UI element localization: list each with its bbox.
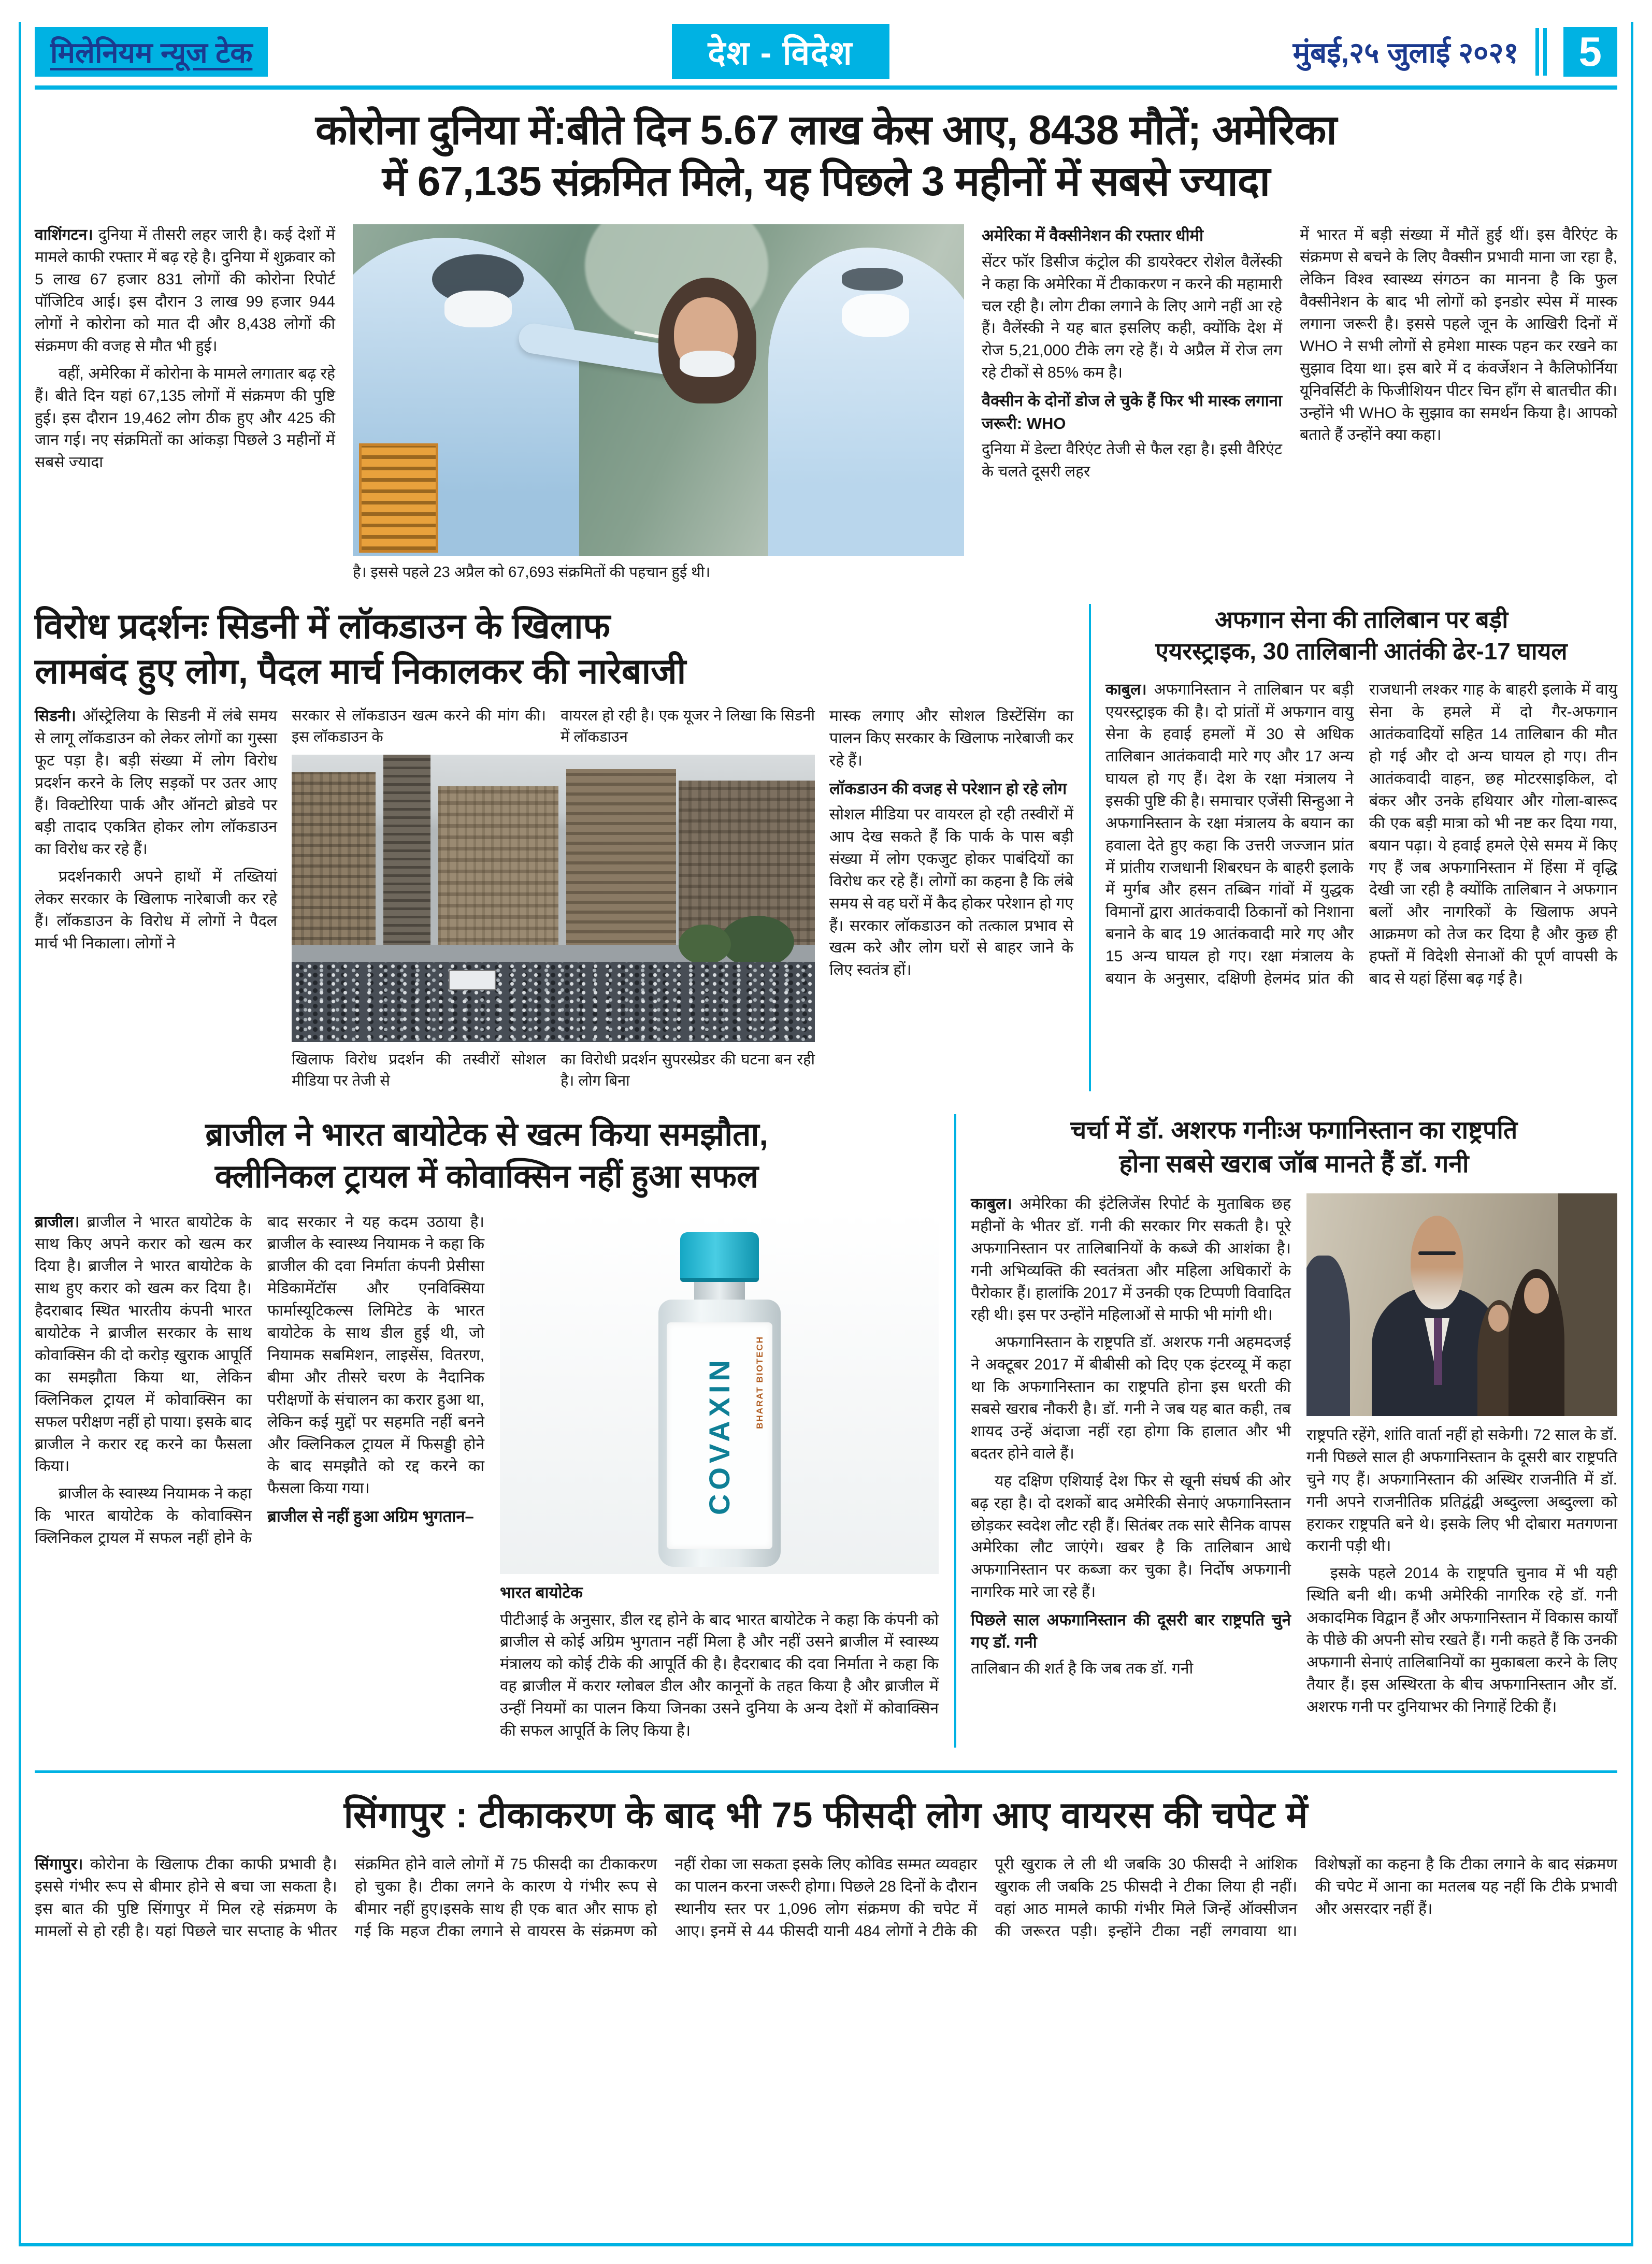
page-number: 5 <box>1563 27 1618 77</box>
brazil-headline-line1: ब्राजील ने भारत बायोटेक से खत्म किया समझौता, <box>205 1117 768 1153</box>
article1-headline-line2: में 67,135 संक्रमित मिले, यह पिछले 3 महीनों में सबसे ज्यादा <box>382 158 1270 205</box>
suited-man-left <box>1306 1256 1350 1416</box>
page-header <box>35 24 1617 79</box>
ghani-para3: यह दक्षिण एशियाई देश फिर से खूनी संघर्ष की ओर बढ़ रहा है। दो दशकों बाद अमेरिकी सेनाएं अफगानिस्तान छोड़कर स्वदेश लौट रही हैं। सितंबर तक सारे सैनिक वापस अमेरिका लौट जाएंगे। खबर है कि तालिबान आधे अफगानिस्तान पर कब्जा कर चुका है। निर्दोष अफगानी नागरिक मारे जा रहे हैं। <box>971 1472 1291 1601</box>
article1-dateline: वाशिंगटन। <box>35 226 93 244</box>
building-center-right <box>566 769 676 953</box>
sydney-para4: सोशल मीडिया पर वायरल हो रही तस्वीरों में आप देख सकते हैं कि पार्क के पास बड़ी संख्या में लोग एकजुट होकर पाबंदियों का विरोध कर रहे हैं। लोगों का कहना है कि लंबे समय से वह घरों में कैद होकर परेशान हो गए हैं। सरकार लॉकडाउन को तत्काल प्रभाव से खत्म करे और लोग घरों से बाहर जाने के लिए स्वतंत्र हों। <box>829 806 1073 979</box>
vial-label-text: COVAXIN <box>703 1356 736 1516</box>
ghani-headline-line2: होना सबसे खराब जॉब मानते हैं डॉ. गनी <box>1119 1150 1469 1178</box>
tree <box>679 925 731 965</box>
page-frame <box>19 22 1633 2246</box>
sydney-protest-photo <box>292 755 815 1042</box>
sydney-photo-block <box>292 705 815 1091</box>
article1-headline <box>38 104 1614 207</box>
row3 <box>35 1114 1617 1748</box>
dark-doorway <box>1558 1193 1617 1416</box>
article1-col1 <box>35 224 335 583</box>
brazil-dateline: ब्राजील। <box>35 1213 80 1231</box>
tree <box>721 916 794 968</box>
ghani-col2 <box>1306 1193 1617 1724</box>
brazil-body <box>35 1212 939 1748</box>
sydney-para1: सिडनी। ऑस्ट्रेलिया के सिडनी में लंबे समय से लागू लॉकडाउन को लेकर लोगों का गुस्सा फूट पड़ा है। बड़ी संख्या में लोग विरोध प्रदर्शन करने के लिए सड़कों पर उतर आए हैं। विक्टोरिया पार्क और ऑनटो ब्रोडवे पर बड़ी तादाद एकत्रित होकर लोग लॉकडाउन का विरोध कर रहे हैं। <box>35 708 277 858</box>
sydney-above-right: वायरल हो रही है। एक यूजर ने लिखा कि सिडनी में लॉकडाउन <box>561 708 815 745</box>
sydney-text-below-photo <box>292 1049 815 1091</box>
article1-para4: दुनिया में डेल्टा वैरिएंट तेजी से फैल रहा है। इसी वैरिएंट के चलते दूसरी लहर <box>982 440 1282 480</box>
ghani-subhead: पिछले साल अफगानिस्तान की दूसरी बार राष्ट्रपति चुने गए डॉ. गनी <box>971 1611 1291 1652</box>
afghan-body <box>1105 679 1617 992</box>
brazil-para3: पीटीआई के अनुसार, डील रद्द होने के बाद भारत बायोटेक ने कहा कि कंपनी को ब्राजील से कोई अग्रिम भुगतान नहीं मिला है और नहीं उसने ब्राजील में स्वास्थ्य मंत्रालय को कोई टीके की आपूर्ति की है। हैदराबाद की दवा निर्माता ने कहा कि वह ब्राजील में करार ग्लोबल डील और कानूनों के तहत किया है और ब्राजील में उन्हीं नियमों का पालन किया जिनका उसने दुनिया के अन्य देशों में कोवाक्सिन की सफल आपूर्ति के लिए किया है। <box>500 1611 939 1740</box>
brazil-covaxin-article <box>35 1114 939 1748</box>
divider-bars-icon <box>1535 28 1547 76</box>
protest-crowd <box>292 962 815 1042</box>
brazil-photo-block <box>500 1212 939 1748</box>
afghan-dateline: काबुल। <box>1105 681 1147 699</box>
sydney-article <box>35 604 1073 1091</box>
article1-para5: में भारत में बड़ी संख्या में मौतें हुई थीं। इस वैरिएंट के संक्रमण से बचने के लिए वैक्सीन प्रभावी माना जा रहा है, लेकिन विश्व स्वास्थ्य संगठन का मानना है कि फुल वैक्सीनेशन के बाद भी लोगों को इनडोर स्पेस में मास्क लगाना जरूरी है। इससे पहले जून के आखिरी दिनों में WHO ने सभी लोगों से हमेशा मास्क पहन कर रखने का सुझाव दिया था। इस बारे में द कंवर्जेशन ने कैलिफोर्निया यूनिवर्सिटी के फिजीशियन पीटर चिन हाँग से बातचीत की। उन्होंने भी WHO के सुझाव का समर्थन किया है। आपको बताते हैं उन्होंने क्या कहा। <box>1300 226 1617 444</box>
sydney-text-above-photo <box>292 705 815 747</box>
afghan-headline <box>1105 604 1617 667</box>
sydney-dateline: सिडनी। <box>35 708 76 725</box>
ghani-article <box>954 1114 1617 1748</box>
ghani-col1 <box>971 1193 1291 1724</box>
singapore-para: सिंगापुर। कोरोना के खिलाफ टीका काफी प्रभावी है। इससे गंभीर रूप से बीमार होने से बचा जा सकता है। इस बात की पुष्टि सिंगापुर में मिल रहे संक्रमण के मामलों से हो रही है। यहां पिछले चार सप्ताह के भीतर संक्रमित होने वाले लोगों में 75 फीसदी का टीकाकरण हो चुका है। टीका लगने के कारण ये गंभीर रूप से बीमार नहीं हुए।इसके साथ ही एक बात और साफ हो गई कि महज टीका लगाने से वायरस के संक्रमण को नहीं रोका जा सकता इसके लिए कोविड सम्मत व्यवहार का पालन करना जरूरी होगा। पिछले 28 दिनों के दौरान स्थानीय स्तर पर 1,096 लोग संक्रमण की चपेट में आए। इनमें से 44 फीसदी यानी 484 लोगों ने टीके की पूरी खुराक ले ली थी जबकि 30 फीसदी ने आंशिक खुराक ली जबकि 25 फीसदी ने टीका लिया ही नहीं। वहां आठ मामले काफी गंभीर मिले जिन्हें ऑक्सीजन की जरूरत पड़ी। इन्होंने टीका नहीं लगवाया था। विशेषज्ञों का कहना है कि टीका लगाने के बाद संक्रमण की चपेट में आना का मतलब यह नहीं कि टीके प्रभावी और असरदार नहीं हैं। <box>35 1855 1617 1940</box>
masthead-title: मिलेनियम न्यूज टेक <box>50 36 253 69</box>
brazil-subhead: ब्राजील से नहीं हुआ अग्रिम भुगतान– <box>267 1507 474 1526</box>
ashraf-ghani-photo <box>1306 1193 1617 1416</box>
singapore-article <box>35 1770 1617 1943</box>
sydney-below-right: का विरोधी प्रदर्शन सुपरस्प्रेडर की घटना बन रही है। लोग बिना <box>561 1051 815 1089</box>
sydney-para2: प्रदर्शनकारी अपने हाथों में तख्तियां लेकर सरकार के खिलाफ नारेबाजी कर रहे हैं। लॉकडाउन के विरोध में लोगों ने पैदल मार्च भी निकाला। लोगों ने <box>35 868 277 952</box>
brazil-para1: ब्राजील। ब्राजील ने भारत बायोटेक के साथ किए अपने करार को खत्म कर दिया है। ब्राजील ने भारत बायोटेक के साथ हुए करार को खत्म कर दिया है। हैदराबाद स्थित भारतीय कंपनी भारत बायोटेक ने ब्राजील सरकार के साथ कोवाक्सिन की दो करोड़ खुराक आपूर्ति का समझौता किया था, लेकिन क्लिनिकल ट्रायल में कोवाक्सिन का सफल परीक्षण नहीं हो पाया। इसके बाद ब्राजील ने करार रद्द करने का फैसला किया। <box>35 1213 252 1475</box>
afghan-headline-line2: एयरस्ट्राइक, 30 तालिबानी आतंकी ढेर-17 घायल <box>1155 637 1568 665</box>
patient-lowered-mask <box>680 351 735 377</box>
ppe-worker-right-mask <box>842 294 909 337</box>
section-title: देश - विदेश <box>672 24 889 79</box>
sydney-headline-line2: लामबंद हुए लोग, पैदल मार्च निकालकर की नारेबाजी <box>35 652 686 691</box>
sydney-subhead: लॉकडाउन की वजह से परेशान हो रहे लोग <box>829 779 1067 798</box>
ghani-para5: राष्ट्रपति रहेंगे, शांति वार्ता नहीं हो सकेगी। 72 साल के डॉ. गनी पिछले साल ही अफगानिस्तान के दूसरी बार राष्ट्रपति चुने गए हैं। अफगानिस्तान की अस्थिर राजनीति में डॉ. गनी अपने राजनीतिक प्रतिद्वंद्वी अब्दुल्ला अब्दुल्ला को हराकर राष्ट्रपति बने थे। इसके लिए भी दोबारा मतगणना करानी पड़ी थी। <box>1306 1426 1617 1555</box>
vial-body <box>658 1300 781 1567</box>
covid-swab-test-photo <box>353 224 964 556</box>
sydney-col1 <box>35 705 277 1091</box>
article1-para2: वहीं, अमेरिका में कोरोना के मामले लगातार बढ़ रहे हैं। बीते दिन यहां 67,135 लोगों में संक्रमण की पुष्टि हुई। इस दौरान 19,462 लोग ठीक हुए और 425 की जान गई। नए संक्रमितों का आंकड़ा पिछले 3 महीनों में सबसे ज्यादा <box>35 365 335 471</box>
sydney-below-left: खिलाफ विरोध प्रदर्शन की तस्वीरों सोशल मीडिया पर तेजी से <box>292 1051 546 1089</box>
brazil-para2: ब्राजील के स्वास्थ्य नियामक ने कहा कि भारत बायोटेक के कोवाक्सिन क्लिनिकल ट्रायल में सफल नहीं होने के बाद सरकार ने यह कदम उठाया है। ब्राजील के स्वास्थ्य नियामक ने कहा कि ब्राजील की दवा निर्माता कंपनी प्रेसीसा मेडिकामेंटॉस और एनविक्सिया फार्मास्यूटिकल्स लिमिटेड के भारत बायोटेक के साथ डील हुई थी, जो नियामक सबमिशन, लाइसेंस, वितरण, बीमा और तीसरे चरण के नैदानिक परीक्षणों के संचालन का करार हुआ था, लेकिन कई मुद्दों पर सहमति नहीं बनने और क्लिनिकल ट्रायल में फिसड्डी होने के बाद समझौते को रद्द करने का फैसला किया गया। <box>35 1213 484 1547</box>
header-rule <box>35 85 1617 90</box>
singapore-body <box>35 1854 1617 1943</box>
sydney-headline-line1: विरोध प्रदर्शनः सिडनी में लॉकडाउन के खिलाफ <box>35 606 611 646</box>
ghani-para2: अफगानिस्तान के राष्ट्रपति डॉ. अशरफ गनी अहमदजई ने अक्टूबर 2017 में बीबीसी को दिए एक इंटरव्यू में कहा था कि अफगानिस्तान का राष्ट्रपति होना इस धरती की सबसे खराब नौकरी है। डॉ. गनी ने जब यह बात कही, तब शायद उन्हें अंदाजा नहीं रहा होगा कि हालात और भी बदतर होने वाले हैं। <box>971 1334 1291 1462</box>
building-left <box>292 772 376 950</box>
edition-date: मुंबई,२५ जुलाई २०२१ <box>1292 36 1519 69</box>
article1-subhead2: वैक्सीन के दोनों डोज ले चुके हैं फिर भी मास्क लगाना जरूरी: WHO <box>982 392 1282 432</box>
article1-body <box>35 224 1617 583</box>
vial-cap <box>680 1232 759 1282</box>
ppe-worker-left-mask <box>444 291 512 327</box>
woman-face-front <box>1524 1278 1549 1314</box>
row2 <box>35 604 1617 1091</box>
article1-photo-caption: है। इससे पहले 23 अप्रैल को 67,693 संक्रमितों की पहचान हुई थी। <box>353 564 711 581</box>
afghan-para1: काबुल। अफगानिस्तान ने तालिबान पर बड़ी एयरस्ट्राइक की है। दो प्रांतों में अफगान वायु सेना के हवाई हमलों में 30 से अधिक तालिबान आतंकवादी मारे गए और 17 अन्य घायल हो गए हैं। देश के रक्षा मंत्रालय ने इसकी पुष्टि की है। समाचार एजेंसी सिन्हुआ ने अफगानिस्तान के रक्षा मंत्रालय के बयान का हवाला देते हुए कहा कि उत्तरी जज्जान प्रांत में प्रांतीय राजधानी शिबरघन के बाहरी इलाके में मुर्गब और हसन तब्बिन गांवों में युद्धक विमानों द्वारा आतंकवादी ठिकानों को निशाना बनाने के बाद 19 आतंकवादी मारे गए और 15 अन्य घायल हो गए। रक्षा मंत्रालय के बयान के अनुसार, दक्षिणी हेलमंद प्रांत की राजधानी लश्कर गाह के बाहरी इलाके में वायु सेना के हमले में दो गैर-अफगान आतंकवादियों सहित 14 तालिबान की मौत हो गई और दो अन्य घायल हो गए। तीन आतंकवादी वाहन, छह मोटरसाइकिल, दो बंकर और उनके हथियार और गोला-बारूद की एक बड़ी मात्रा को भी नष्ट कर दिया गया, बयान पढ़ा। ये हवाई हमले ऐसे समय में किए गए हैं जब अफगानिस्तान में हिंसा में वृद्धि देखी जा रही है क्योंकि तालिबान ने अफगान बलों और नागरिकों के खिलाफ अपने आक्रमण को तेज कर दिया है और कुछ ही हफ्तों में विदेशी सेनाओं की पूर्ण वापसी के बाद से यहां हिंसा बढ़ गई है। <box>1105 681 1617 987</box>
brazil-headline-line2: क्लीनिकल ट्रायल में कोवाक्सिन नहीं हुआ सफल <box>214 1159 759 1194</box>
sydney-above-left: सरकार से लॉकडाउन खत्म करने की मांग की। इस लॉकडाउन के <box>292 708 546 745</box>
covaxin-vial <box>655 1232 784 1574</box>
yellow-street-sign <box>359 443 438 553</box>
brazil-headline <box>35 1114 939 1198</box>
singapore-headline: सिंगापुर : टीकाकरण के बाद भी 75 फीसदी लोग आए वायरस की चपेट में <box>343 1794 1309 1835</box>
sydney-body <box>35 705 1073 1091</box>
ghani-body <box>971 1193 1617 1724</box>
article1-para1: वाशिंगटन। दुनिया में तीसरी लहर जारी है। कई देशों में मामले काफी रफ्तार में बढ़ रहे है। दुनिया में शुक्रवार को 5 लाख 67 हजार 831 लोगों की कोरोना रिपोर्ट पॉजिटिव आई। इस दौरान 3 लाख 99 हजार 944 लोगों ने कोरोना को मात दी और 8,438 लोगों की संक्रमण की वजह से मौत भी हुई। <box>35 226 335 355</box>
ghani-para4: तालिबान की शर्त है कि जब तक डॉ. गनी <box>971 1660 1194 1677</box>
ghani-headline-line1: चर्चा में डॉ. अशरफ गनीःअ फगानिस्तान का राष्ट्रपति <box>1070 1117 1518 1145</box>
vial-neck <box>694 1282 745 1300</box>
ghani-tie <box>1434 1318 1442 1385</box>
brazil-text-columns <box>35 1212 484 1748</box>
brazil-photo-caption: भारत बायोटेक <box>500 1583 583 1602</box>
afghan-airstrike-article <box>1089 604 1617 1091</box>
ghani-glasses <box>1418 1251 1456 1255</box>
article1-para3: सेंटर फॉर डिसीज कंट्रोल की डायरेक्टर रोशेल वैलेंस्की ने कहा कि अमेरिका में टीकाकरण न करने की महामारी चल रही है। लोग टीका लगाने के लिए आगे नहीं आ रहे हैं। वैलेंस्की ने यह बात इसलिए कही, क्योंकि देश में रोज 5,21,000 टीके लग रहे हैं। ये अप्रैल में रोज लग रहे टीकों से 85% कम है। <box>982 253 1282 382</box>
covaxin-vial-photo <box>500 1212 939 1574</box>
masthead-box <box>35 27 268 77</box>
article1-col4 <box>1300 224 1617 583</box>
ghani-head <box>1411 1216 1463 1309</box>
ghani-para1: काबुल। अमेरिका की इंटेलिजेंस रिपोर्ट के मुताबिक छह महीनों के भीतर डॉ. गनी की सरकार गिर सकती है। पूरे अफगानिस्तान पर तालिबानियों के कब्जे की आशंका है। गनी अभिव्यक्ति की स्वतंत्रता और महिला अधिकारों के पैरोकार हैं। हालांकि 2017 में उनकी एक टिप्पणी विवादित रही थी। इस पर उन्होंने महिलाओं से माफी भी मांगी थी। <box>971 1195 1291 1324</box>
afghan-headline-line1: अफगान सेना की तालिबान पर बड़ी <box>1214 605 1509 633</box>
building-center <box>438 786 558 953</box>
ghani-headline <box>971 1114 1617 1181</box>
sydney-col4 <box>829 705 1073 1091</box>
ppe-worker-right-goggles <box>842 268 903 291</box>
article1-col3 <box>982 224 1282 583</box>
ghani-dateline: काबुल। <box>971 1195 1012 1213</box>
sydney-para3: मास्क लगाए और सोशल डिस्टेंसिंग का पालन किए सरकार के खिलाफ नारेबाजी कर रहे हैं। <box>829 708 1073 769</box>
article1-photo-block <box>353 224 964 583</box>
singapore-dateline: सिंगापुर। <box>35 1855 83 1873</box>
ghani-para6: इसके पहले 2014 के राष्ट्रपति चुनाव में भी यही स्थिति बनी थी। कभी अमेरिकी नागरिक रहे डॉ. गनी अकादमिक विद्वान हैं और अफगानिस्तान में विकास कार्यों के पीछे की अपनी सोच रखते हैं। गनी कहते हैं कि उनकी अफगानी सेनाएं तालिबानियों का मुकाबला करने के लिए तैयार हैं। इस अस्थिरता के बीच अफगानिस्तान और डॉ. अशरफ गनी पर दुनियाभर की निगाहें टिकी हैं। <box>1306 1565 1617 1715</box>
article1-headline-line1: कोरोना दुनिया में:बीते दिन 5.67 लाख केस आए, 8438 मौतें; अमेरिका <box>315 107 1337 153</box>
article1-subhead1: अमेरिका में वैक्सीनेशन की रफ्तार धीमी <box>982 226 1204 245</box>
sydney-headline <box>35 604 1073 694</box>
vial-brand-text: BHARAT BIOTECH <box>754 1335 765 1429</box>
woman-face-back <box>1488 1305 1509 1332</box>
protest-banner <box>449 970 496 990</box>
